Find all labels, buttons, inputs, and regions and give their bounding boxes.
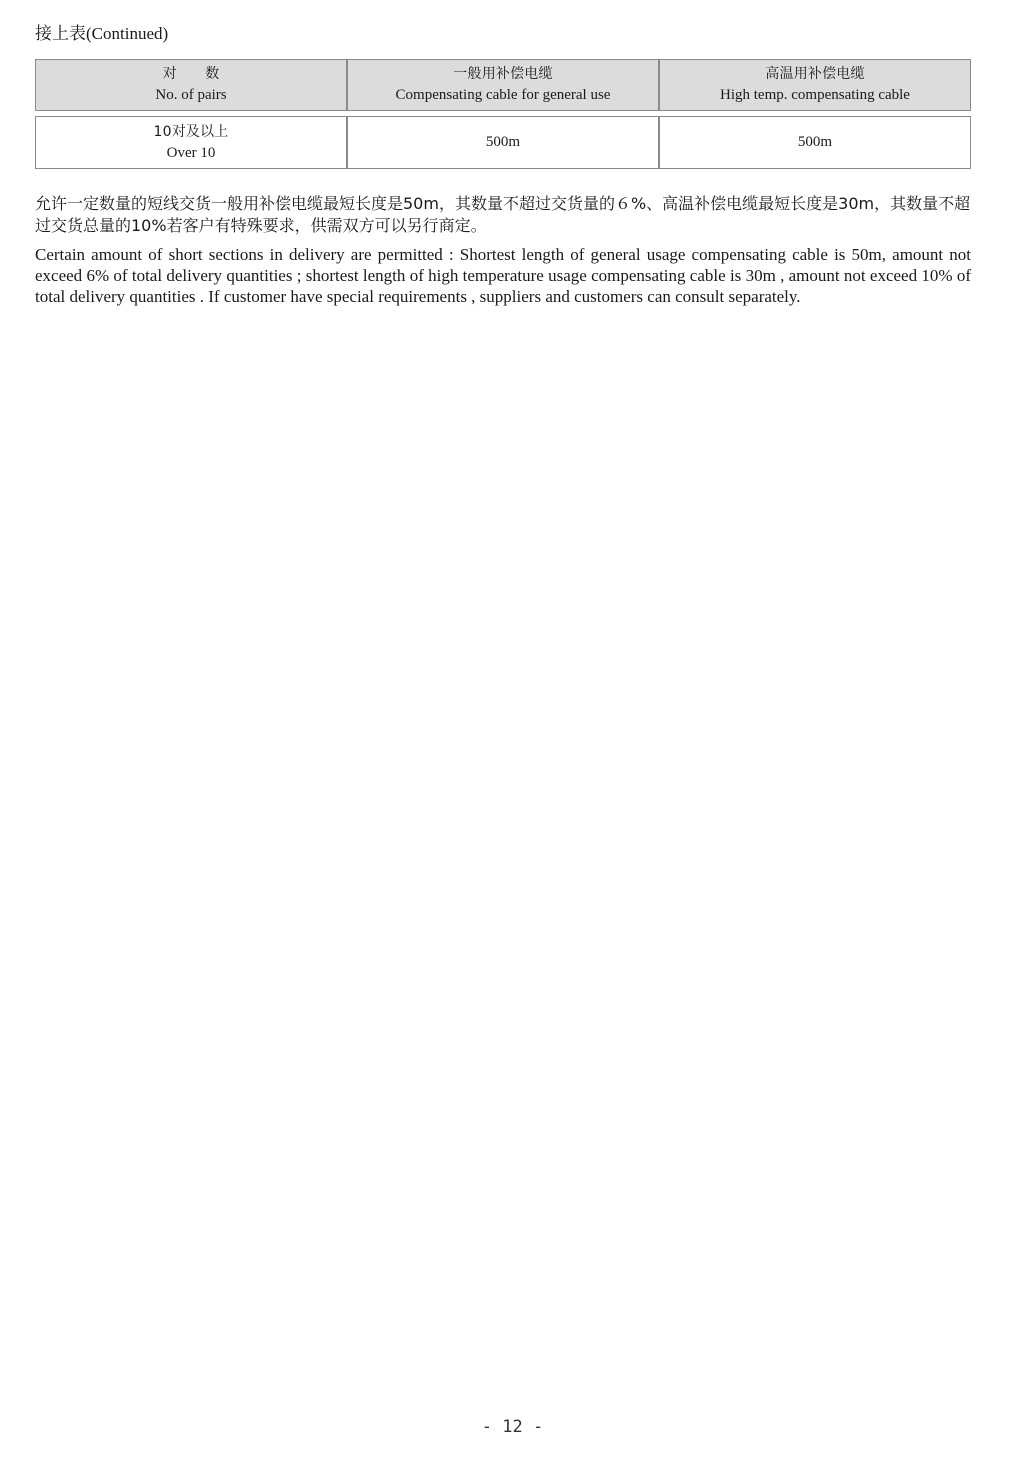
cell-high-temp-length: 500m (659, 116, 971, 169)
continued-title: 接上表(Continued) (35, 24, 169, 43)
page-number: - 12 - (481, 1417, 544, 1437)
header-high-temp-cable-en: High temp. compensating cable (720, 87, 910, 103)
cell-general-length: 500m (347, 116, 659, 169)
header-high-temp-cable (659, 59, 971, 111)
header-no-of-pairs-en: No. of pairs (155, 87, 227, 103)
header-general-cable-en: Compensating cable for general use (395, 87, 611, 103)
notes-english: Certain amount of short sections in delivery are permitted : Shortest length of general usage compensating cable is 50m, amount not exceed 6% of total delivery quantities ; shortest length of high temperature usage compensating cable is 30m , amount not exceed 10% of total delivery quantities . If customer have special requirements , suppliers and customers can consult separately. (35, 245, 971, 306)
cell-pairs-en: Over 10 (166, 144, 216, 161)
header-general-cable-cn: 一般用补偿电缆 (453, 66, 553, 82)
cell-pairs (35, 116, 347, 169)
header-no-of-pairs-cn: 对 数 (162, 66, 220, 82)
table-header-row (35, 59, 971, 111)
cell-pairs-cn: 10对及以上 (153, 123, 229, 140)
notes-chinese: 允许一定数量的短线交货一般用补偿电缆最短长度是50m，其数量不超过交货量的６%、高温补偿电缆最短长度是30m，其数量不超过交货总量的10%若客户有特殊要求，供需双方可以另行商定。 (35, 194, 971, 235)
header-no-of-pairs (35, 59, 347, 111)
cable-length-table (35, 59, 971, 169)
header-high-temp-cable-cn: 高温用补偿电缆 (765, 66, 865, 82)
table-row (35, 116, 971, 169)
header-general-cable (347, 59, 659, 111)
